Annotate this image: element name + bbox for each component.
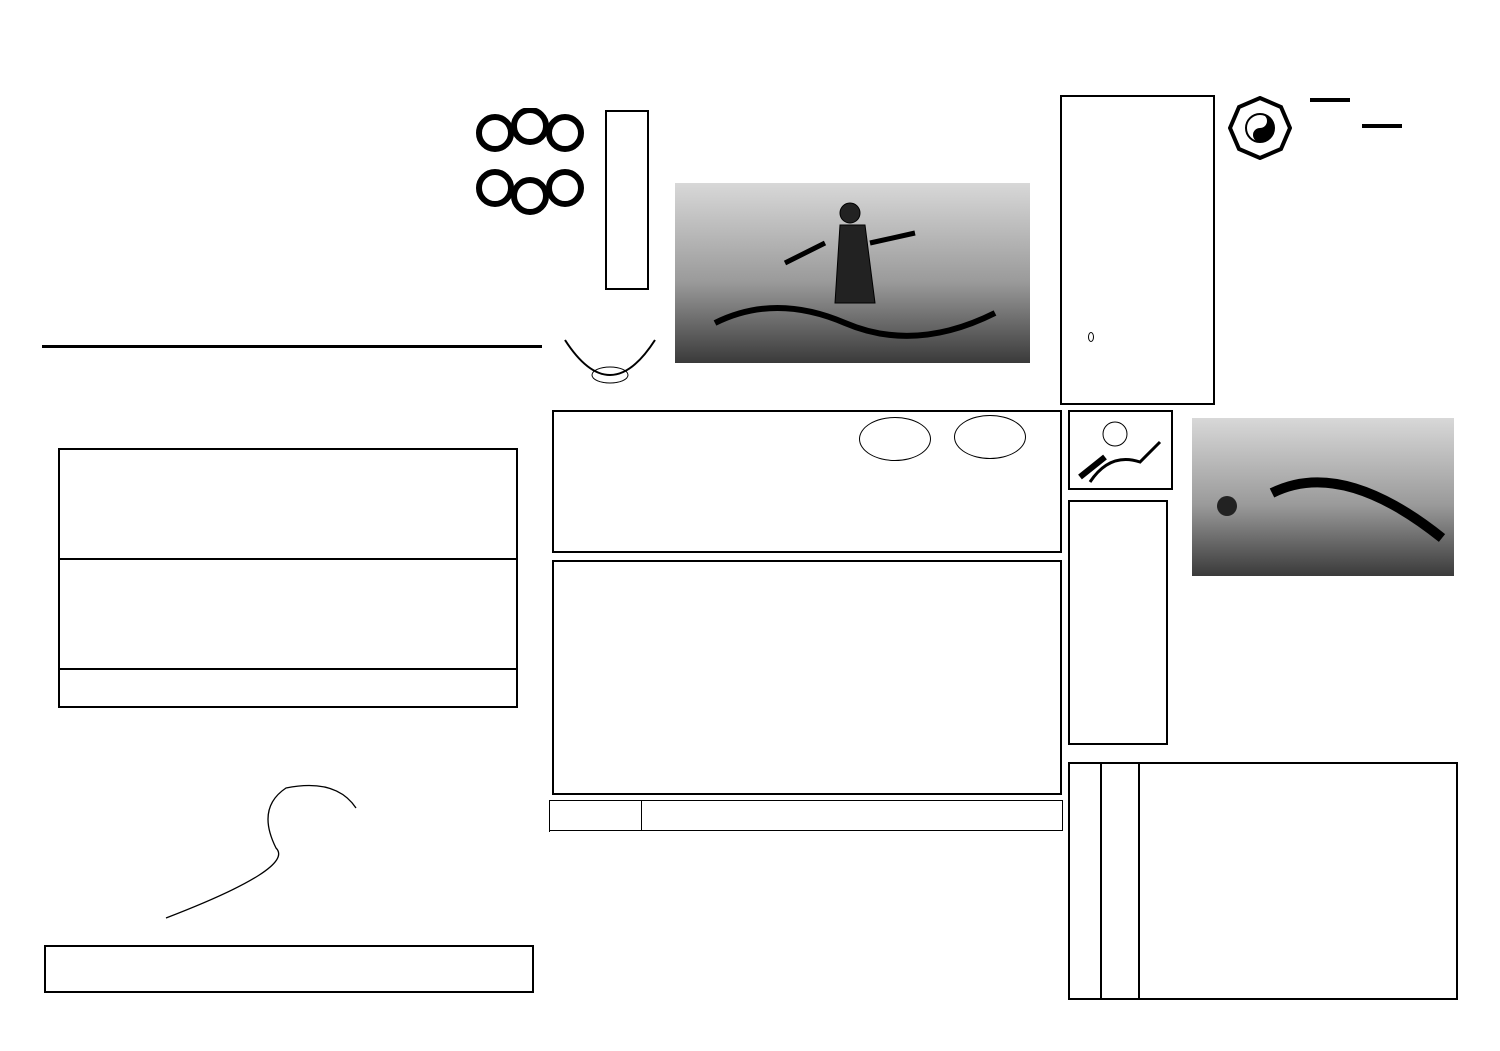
special-box [552, 410, 1062, 553]
zodiac-table [58, 448, 518, 708]
explain-label-box [1068, 500, 1168, 745]
rings-icon [470, 108, 590, 218]
logo-rings [470, 108, 590, 218]
special-num2 [954, 415, 1026, 459]
top-border-pattern [0, 64, 1500, 90]
tips-box [1068, 762, 1458, 1000]
bird-icon [1192, 418, 1454, 576]
period-header [550, 801, 642, 831]
sage-icon [1070, 412, 1170, 488]
treasure-map-image [675, 183, 1030, 363]
trend-curve [96, 748, 536, 938]
bagua-icon [1228, 96, 1292, 160]
recruit-box [1060, 95, 1215, 405]
explain-figure-box [1068, 410, 1173, 490]
results-table [549, 800, 1063, 831]
wave-heading2 [1362, 124, 1402, 128]
explain-image [1192, 418, 1454, 576]
figure-icon [675, 183, 1030, 363]
yinyang-icon [1228, 96, 1292, 160]
left-border-pattern [6, 90, 30, 990]
recruit-seal [1088, 332, 1094, 342]
right-border-pattern [1472, 90, 1496, 990]
wave-heading1 [1310, 98, 1350, 102]
bowl-drawing [560, 320, 660, 390]
poem-box [552, 560, 1062, 795]
logo-underline [42, 345, 542, 348]
treasure-map-label-box [605, 110, 649, 290]
results-title [642, 801, 1063, 831]
publisher-bottom-box [44, 945, 534, 993]
bowl-icon [560, 320, 660, 390]
special-num1 [859, 417, 931, 461]
